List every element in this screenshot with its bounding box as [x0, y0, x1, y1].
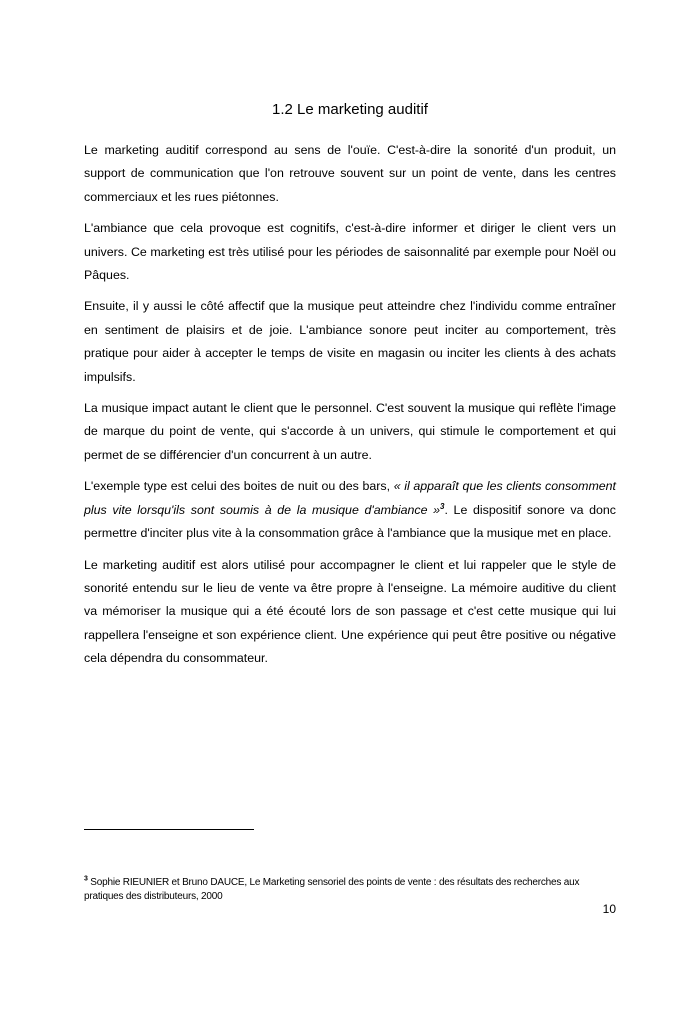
footnote-reference: 3	[440, 501, 445, 511]
page-number: 10	[602, 902, 616, 916]
section-title: 1.2 Le marketing auditif	[272, 101, 428, 118]
citation-quote: « il apparaît que les clients consomment plus vite lorsqu'ils sont soumis à de la musique d'ambiance »	[84, 479, 616, 517]
footnote-text: Sophie RIEUNIER et Bruno DAUCE, Le Marketing sensoriel des points de vente : des résultats des recherches aux pratiques des distributeurs, 2000	[84, 877, 580, 902]
footnote-number: 3	[84, 875, 88, 883]
footnote	[84, 876, 584, 903]
body-text	[84, 139, 616, 679]
paragraph-5-intro: L'exemple type est celui des boites de nuit ou des bars,	[84, 479, 394, 494]
paragraph-1: Le marketing auditif correspond au sens de l'ouïe. C'est-à-dire la sonorité d'un produit, un support de communication que l'on retrouve souvent sur un point de vente, dans les centres commerciaux et les rues piétonnes.	[84, 143, 616, 204]
paragraph-2: L'ambiance que cela provoque est cognitifs, c'est-à-dire informer et diriger le client vers un univers. Ce marketing est très utilisé pour les périodes de saisonnalité par exemple pour Noël ou Pâques.	[84, 221, 616, 283]
paragraph-6: Le marketing auditif est alors utilisé pour accompagner le client et lui rappeler que le style de sonorité entendu sur le lieu de vente va être propre à l'enseigne. La mémoire auditive du client va mémoriser la musique qui a été écouté lors de son passage et c'est cette musique qui lui rappellera l'enseigne et son expérience client. Une expérience qui peut être positive ou négative cela dépendra du consommateur.	[84, 557, 616, 666]
footnote-separator	[84, 829, 254, 830]
paragraph-3: Ensuite, il y aussi le côté affectif que la musique peut atteindre chez l'individu comme entraîner en sentiment de plaisirs et de joie. L'ambiance sonore peut inciter au comportement, très pratique pour aider à accepter le temps de visite en magasin ou inciter les clients à des achats impulsifs.	[84, 299, 616, 384]
paragraph-5	[84, 475, 616, 545]
paragraph-5-rest: . Le dispositif sonore va donc permettre d'inciter plus vite à la consommation grâce à l'ambiance que la musique met en place.	[84, 502, 616, 541]
paragraph-4: La musique impact autant le client que le personnel. C'est souvent la musique qui reflète l'image de marque du point de vente, qui s'accorde à un univers, qui stimule le comportement et qui permet de se différencier d'un concurrent à un autre.	[84, 401, 616, 462]
